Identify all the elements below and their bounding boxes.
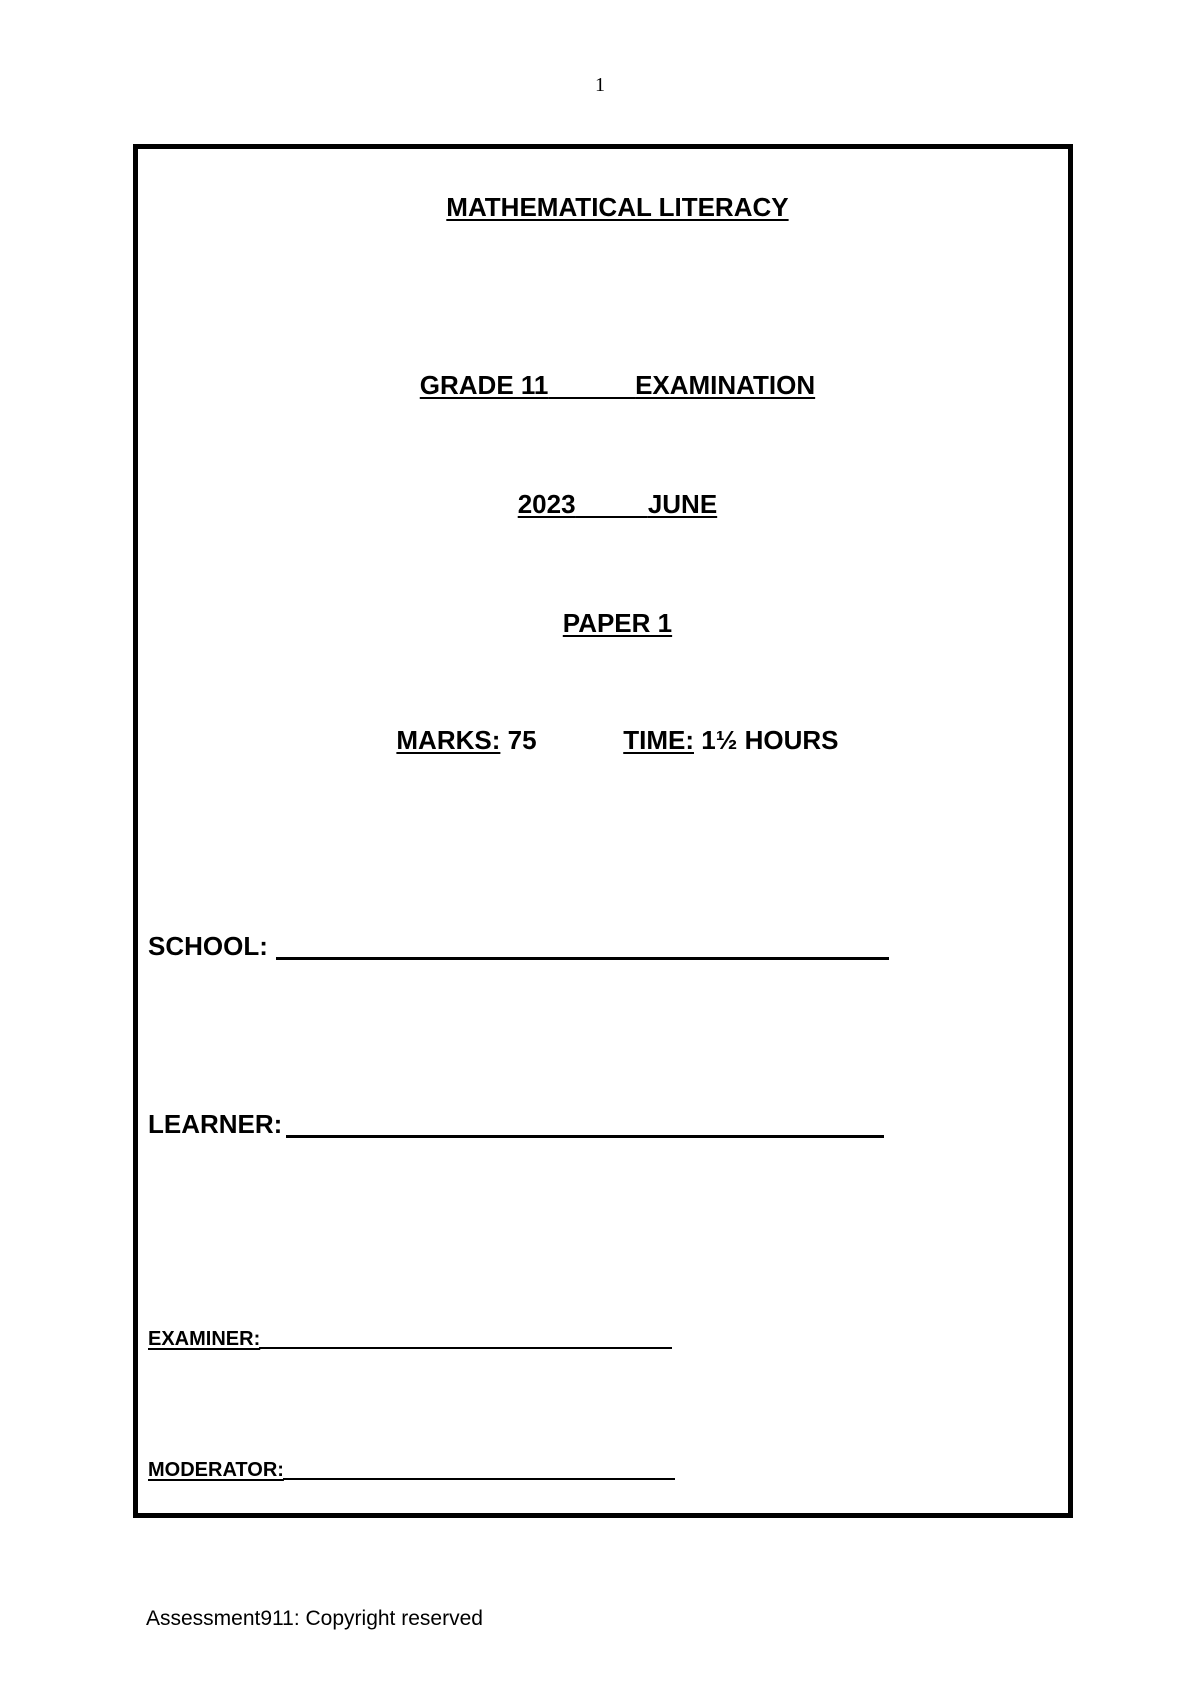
marks-value: 75 xyxy=(507,725,537,755)
examiner-input-line[interactable] xyxy=(259,1347,672,1349)
time-value: 1½ HOURS xyxy=(701,725,839,755)
copyright-footer: Assessment911: Copyright reserved xyxy=(146,1607,483,1630)
grade-label: GRADE 11 xyxy=(419,370,549,400)
grade-exam-line xyxy=(138,340,1068,430)
paper-label: PAPER 1 xyxy=(562,608,673,638)
year-label: 2023 xyxy=(517,489,576,519)
exam-type-label: EXAMINATION xyxy=(635,370,816,400)
moderator-label: MODERATOR: xyxy=(148,1459,284,1481)
examiner-label: EXAMINER: xyxy=(148,1328,261,1350)
time-label: TIME: xyxy=(623,725,694,755)
subject-title: MATHEMATICAL LITERACY xyxy=(446,192,789,222)
school-label: SCHOOL: xyxy=(148,931,268,961)
marks-time-line xyxy=(138,695,1068,785)
year-session-line xyxy=(138,459,1068,549)
cover-frame xyxy=(133,144,1073,1518)
moderator-input-line[interactable] xyxy=(283,1478,675,1480)
learner-input-line[interactable] xyxy=(286,1135,884,1138)
learner-label: LEARNER: xyxy=(148,1109,283,1139)
page-number: 1 xyxy=(595,74,605,96)
marks-label: MARKS: xyxy=(396,725,501,755)
session-label: JUNE xyxy=(647,489,718,519)
school-input-line[interactable] xyxy=(276,957,889,960)
